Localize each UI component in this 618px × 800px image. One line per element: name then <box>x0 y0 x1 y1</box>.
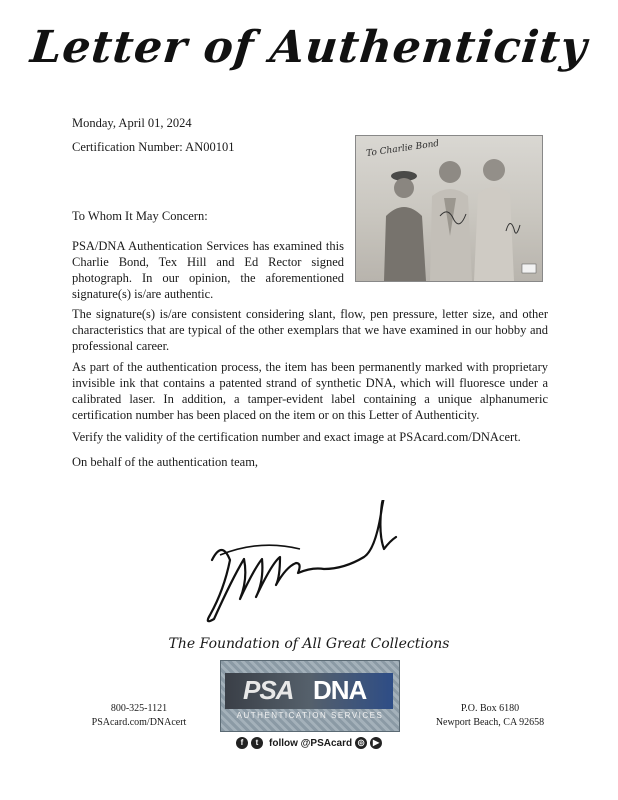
signed-photograph <box>355 135 543 282</box>
psa-dna-logo <box>220 660 400 732</box>
letter-title: Letter of Authenticity <box>28 22 590 73</box>
logo-subtitle: AUTHENTICATION SERVICES <box>236 711 384 720</box>
youtube-icon[interactable]: ▶ <box>370 737 382 749</box>
website-link[interactable]: PSAcard.com/DNAcert <box>91 717 187 728</box>
paragraph-process: As part of the authentication process, the item has been permanently marked with proprietary invisible ink that contains a patented strand of synthetic DNA, which will fluoresce under a calibrated laser. In addition, a tamper-evident label containing a unique alphanumeric certification number has been placed on the item or on this Letter of Authenticity. <box>72 360 548 422</box>
salutation: To Whom It May Concern: <box>72 209 208 223</box>
logo-psa-wordmark: PSA <box>243 675 294 705</box>
phone-number: 800-325-1121 <box>110 703 168 714</box>
paragraph-consistency: The signature(s) is/are consistent considering slant, flow, pen pressure, letter size, and other characteristics that are typical of the other exemplars that we have examined in our hobby and professional career. <box>72 307 548 353</box>
instagram-icon[interactable]: ◎ <box>355 737 367 749</box>
certification-number: Certification Number: AN00101 <box>72 140 235 154</box>
city-state-zip: Newport Beach, CA 92658 <box>435 717 545 728</box>
letter-date: Monday, April 01, 2024 <box>72 116 192 130</box>
social-links <box>236 735 386 751</box>
paragraph-examined: PSA/DNA Authentication Services has examined this Charlie Bond, Tex Hill and Ed Rector signed photograph. In our opinion, the aforementioned signature(s) is/are authentic. <box>72 239 344 301</box>
follow-handle[interactable]: follow @PSAcard <box>269 737 353 749</box>
company-tagline: The Foundation of All Great Collections <box>168 636 450 652</box>
facebook-icon[interactable]: f <box>236 737 248 749</box>
photo-figures <box>356 136 542 281</box>
po-box: P.O. Box 6180 <box>460 703 520 714</box>
contact-right <box>420 702 560 730</box>
paragraph-verify: Verify the validity of the certification number and exact image at PSAcard.com/DNAcert. <box>72 430 521 444</box>
handwritten-signature <box>200 500 430 630</box>
contact-left <box>84 702 194 730</box>
logo-dna-wordmark: DNA <box>313 675 367 705</box>
photo-inscription: To Charlie Bond <box>365 138 440 160</box>
paragraph-closing: On behalf of the authentication team, <box>72 455 259 469</box>
twitter-icon[interactable]: t <box>251 737 263 749</box>
